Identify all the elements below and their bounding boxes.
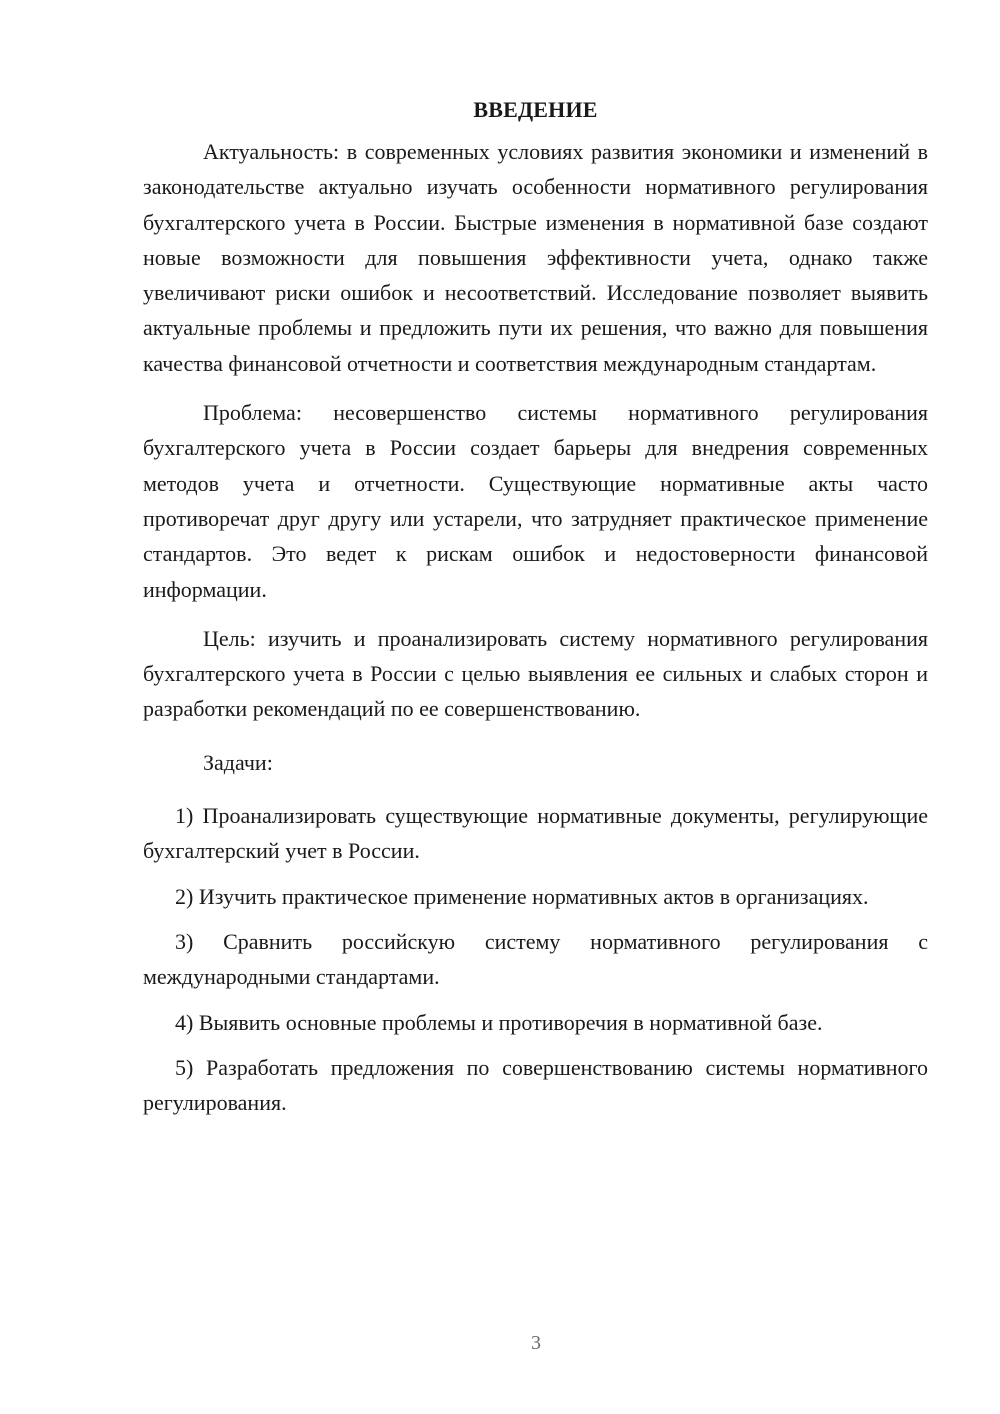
document-body [143, 94, 928, 1120]
page-title: ВВЕДЕНИЕ [473, 97, 598, 122]
tasks-heading: Задачи: [203, 749, 273, 775]
task-item: 3) Сравнить российскую систему нормативного регулирования с международными стандартами. [143, 928, 928, 990]
problem-paragraph: Проблема: несовершенство системы нормативного регулирования бухгалтерского учета в России создает барьеры для внедрения современных методов учета и отчетности. Существующие нормативные акты часто противоречат друг другу или устарели, что затрудняет практическое применение стандартов. Это ведет к рискам ошибок и недостоверности финансовой информации. [143, 400, 928, 602]
task-item: 1) Проанализировать существующие нормативные документы, регулирующие бухгалтерский учет в России. [143, 803, 928, 864]
task-item: 5) Разработать предложения по совершенствованию системы нормативного регулирования. [143, 1054, 928, 1116]
goal-paragraph: Цель: изучить и проанализировать систему нормативного регулирования бухгалтерского учета в России с целью выявления ее сильных и слабых сторон и разработки рекомендаций по ее совершенствованию. [143, 625, 928, 722]
page-number: 3 [531, 1332, 541, 1354]
task-item: 4) Выявить основные проблемы и противоречия в нормативной базе. [175, 1009, 823, 1035]
task-item: 2) Изучить практическое применение нормативных актов в организациях. [175, 883, 869, 909]
relevance-paragraph: Актуальность: в современных условиях развития экономики и изменений в законодательстве актуально изучать особенности нормативного регулирования бухгалтерского учета в России. Быстрые изменения в нормативной базе создают новые возможности для повышения эффективности учета, однако также увеличивают риски ошибок и несоответствий. Исследование позволяет выявить актуальные проблемы и предложить пути их решения, что важно для повышения качества финансовой отчетности и соответствия международным стандартам. [143, 139, 928, 376]
